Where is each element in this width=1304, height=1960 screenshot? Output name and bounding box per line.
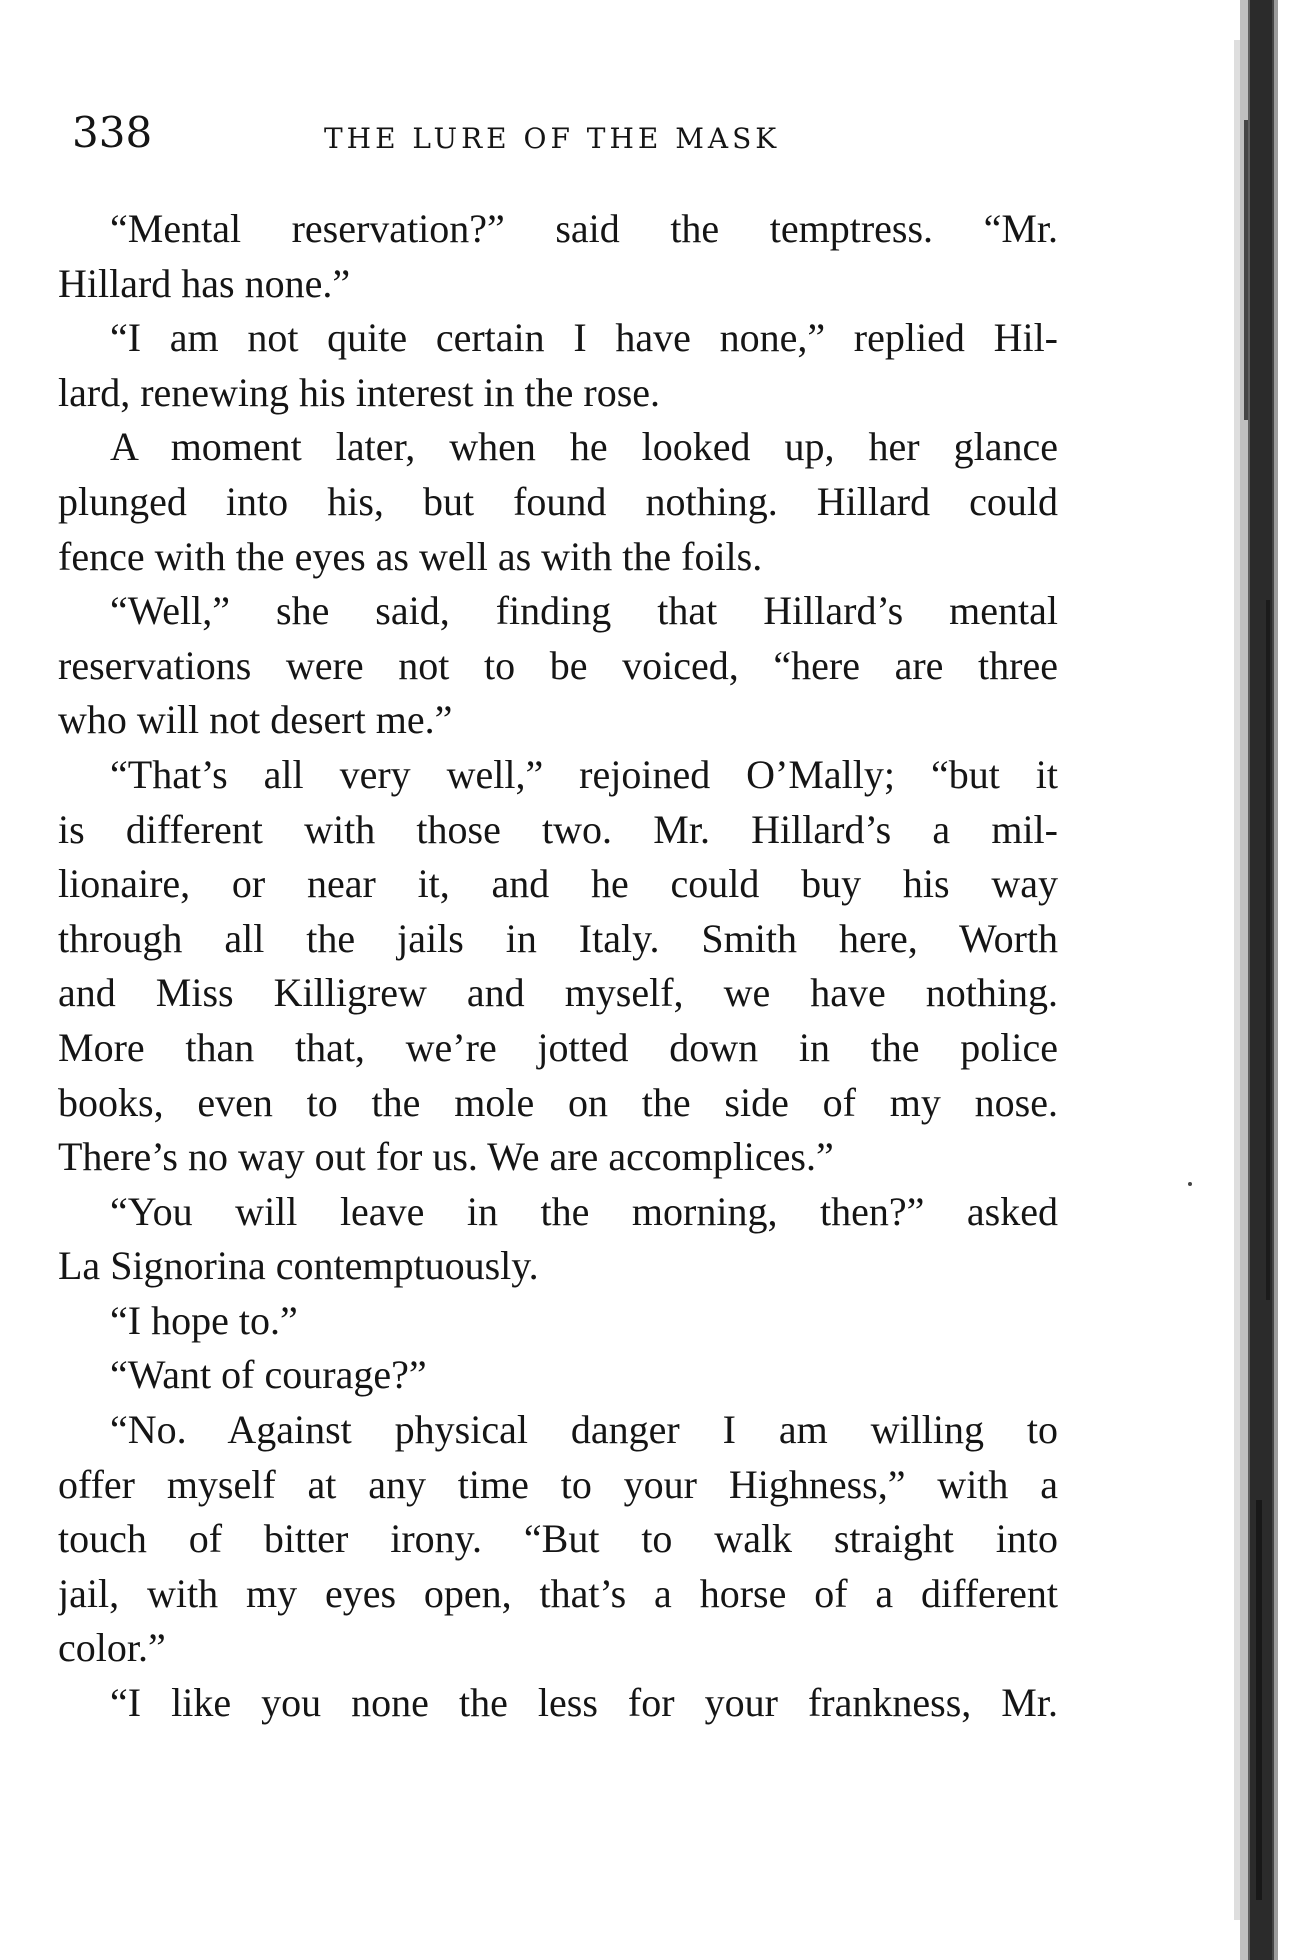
body-text: [58, 202, 1058, 1731]
text-line: fence with the eyes as well as with the foils.: [58, 533, 763, 579]
text-line: La Signorina contemptuously.: [58, 1243, 539, 1289]
text-line: “Mental reservation?” said the temptress. “Mr.: [110, 206, 1058, 251]
text-line: “I am not quite certain I have none,” replied Hil-: [110, 315, 1058, 361]
text-line: lard, renewing his interest in the rose.: [58, 369, 661, 415]
text-line: A moment later, when he looked up, her glance: [110, 424, 1058, 470]
text-line: “I hope to.”: [110, 1297, 298, 1343]
page-number: 338: [72, 108, 153, 157]
text-line: “You will leave in the morning, then?” asked: [110, 1188, 1058, 1234]
text-line: “Well,” she said, finding that Hillard’s mental: [110, 588, 1058, 634]
text-line: plunged into his, but found nothing. Hillard could: [58, 478, 1058, 524]
text-line: touch of bitter irony. “But to walk straight into: [58, 1516, 1058, 1562]
text-line: “No. Against physical danger I am willing to: [110, 1407, 1058, 1453]
text-line: More than that, we’re jotted down in the police: [58, 1024, 1058, 1070]
text-line: reservations were not to be voiced, “here are three: [58, 642, 1058, 688]
text-line: There’s no way out for us. We are accomplices.”: [58, 1134, 834, 1180]
text-line: jail, with my eyes open, that’s a horse of a different: [58, 1570, 1058, 1616]
text-line: through all the jails in Italy. Smith here, Worth: [58, 915, 1058, 961]
page-speck: [1188, 1182, 1192, 1186]
text-line: offer myself at any time to your Highness,” with a: [58, 1461, 1058, 1507]
text-line: and Miss Killigrew and myself, we have nothing.: [58, 970, 1058, 1016]
text-line: Hillard has none.”: [58, 260, 351, 306]
text-line: “I like you none the less for your frankness, Mr.: [110, 1680, 1058, 1726]
text-line: color.”: [58, 1625, 166, 1671]
page-header: [72, 108, 1052, 168]
text-line: lionaire, or near it, and he could buy his way: [58, 861, 1058, 907]
binding-edge: [1226, 0, 1304, 1960]
text-line: is different with those two. Mr. Hillard’s a mil-: [58, 806, 1058, 852]
text-line: “Want of courage?”: [110, 1352, 427, 1398]
text-line: books, even to the mole on the side of my nose.: [58, 1079, 1058, 1125]
running-title: THE LURE OF THE MASK: [324, 122, 781, 155]
text-line: “That’s all very well,” rejoined O’Mally; “but it: [110, 751, 1058, 797]
text-line: who will not desert me.”: [58, 697, 453, 743]
